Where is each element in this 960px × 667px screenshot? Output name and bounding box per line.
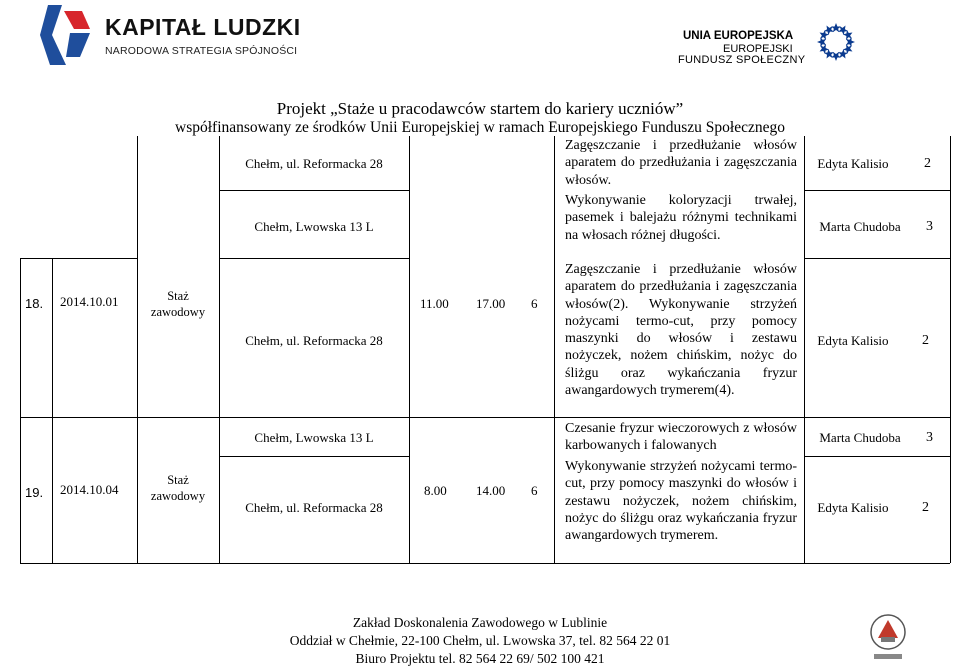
footer-institution: Zakład Doskonalenia Zawodowego w Lublinie [352, 615, 608, 630]
row-hours: 6 [531, 483, 538, 498]
table-divider [52, 258, 53, 563]
row-start-time: 11.00 [420, 296, 449, 311]
row-place: Chełm, ul. Reformacka 28 [245, 156, 383, 171]
row-divider [219, 190, 409, 191]
row-place: Chełm, Lwowska 13 L [254, 430, 374, 445]
row-description: Zagęszczanie i przedłużanie włosów aparatem do przedłużania i zagęszczania włosów. [565, 138, 797, 188]
table-divider [219, 136, 220, 563]
zdz-logo-icon [868, 610, 908, 665]
row-description: Zagęszczanie i przedłużanie włosów aparatem do przedłużania i zagęszczania włosów(2). Wykonywanie strzyżeń nożycami termo-cut, przy pomocy maszynki do włosów i zestawu nożyczek, nożem chińskim, nożyc do śliżgu oraz wykańczania fryzur awangardowych trymerem(4). [565, 262, 797, 399]
row-divider [219, 258, 409, 259]
row-description: Wykonywanie strzyżeń nożycami termo-cut, przy pomocy maszynki do włosów i zestawu nożyczek, nożem chińskim, nożyc do śliżgu oraz wykańczania fryzur awangardowych trymerem. [565, 459, 797, 544]
eu-label-line2: EUROPEJSKI [723, 43, 793, 55]
row-divider [804, 190, 950, 191]
row-divider [219, 456, 409, 457]
row-end-time: 17.00 [476, 296, 506, 311]
row-count: 2 [922, 333, 929, 348]
footer-phone: Biuro Projektu tel. 82 564 22 69/ 502 100 421 [355, 651, 605, 666]
row-place: Chełm, ul. Reformacka 28 [245, 500, 383, 515]
row-count: 3 [926, 430, 933, 445]
project-subtitle: współfinansowany ze środków Unii Europejskiej w ramach Europejskiego Funduszu Społecznego [175, 119, 785, 136]
kapital-ludzki-title: KAPITAŁ LUDZKI [105, 14, 301, 40]
row-hours: 6 [531, 296, 538, 311]
row-type-line2: zawodowy [150, 305, 206, 319]
row-instructor: Marta Chudoba [819, 219, 901, 234]
row-divider [804, 456, 950, 457]
table-divider [554, 136, 555, 563]
row-description: Czesanie fryzur wieczorowych z włosów karbowanych i falowanych [565, 421, 797, 454]
row-place: Chełm, ul. Reformacka 28 [245, 333, 383, 348]
row-divider [20, 417, 950, 418]
table-border [950, 136, 951, 563]
table-divider [409, 136, 410, 563]
row-divider [804, 258, 950, 259]
project-title: Projekt „Staże u pracodawców startem do kariery uczniów” [276, 99, 684, 118]
eu-flag-icon [805, 17, 867, 67]
row-type-line1: Staż [167, 473, 189, 487]
row-count: 2 [924, 156, 931, 171]
row-count: 2 [922, 500, 929, 515]
row-type-line1: Staż [167, 289, 189, 303]
row-date: 2014.10.04 [60, 482, 119, 497]
row-date: 2014.10.01 [60, 294, 119, 309]
row-instructor: Edyta Kalisio [817, 500, 889, 515]
eu-label-line3: FUNDUSZ SPOŁECZNY [678, 54, 806, 66]
row-end-time: 14.00 [476, 483, 506, 498]
row-instructor: Edyta Kalisio [817, 333, 889, 348]
row-divider [20, 258, 137, 259]
row-count: 3 [926, 219, 933, 234]
row-number: 19. [25, 485, 44, 500]
kapital-ludzki-subtitle: NARODOWA STRATEGIA SPÓJNOŚCI [105, 45, 298, 57]
eu-label-line1: UNIA EUROPEJSKA [683, 30, 794, 42]
row-description: Wykonywanie koloryzacji trwałej, pasemek i balejażu różnymi technikami na włosach różnej długości. [565, 193, 797, 243]
footer-address: Oddział w Chełmie, 22-100 Chełm, ul. Lwowska 37, tel. 82 564 22 01 [289, 633, 671, 648]
row-number: 18. [25, 296, 44, 311]
row-start-time: 8.00 [424, 483, 447, 498]
table-border [20, 563, 950, 564]
row-type-line2: zawodowy [150, 489, 206, 503]
table-divider [804, 136, 805, 563]
row-instructor: Edyta Kalisio [817, 156, 889, 171]
row-instructor: Marta Chudoba [819, 430, 901, 445]
table-border [20, 258, 21, 563]
row-place: Chełm, Lwowska 13 L [254, 219, 374, 234]
